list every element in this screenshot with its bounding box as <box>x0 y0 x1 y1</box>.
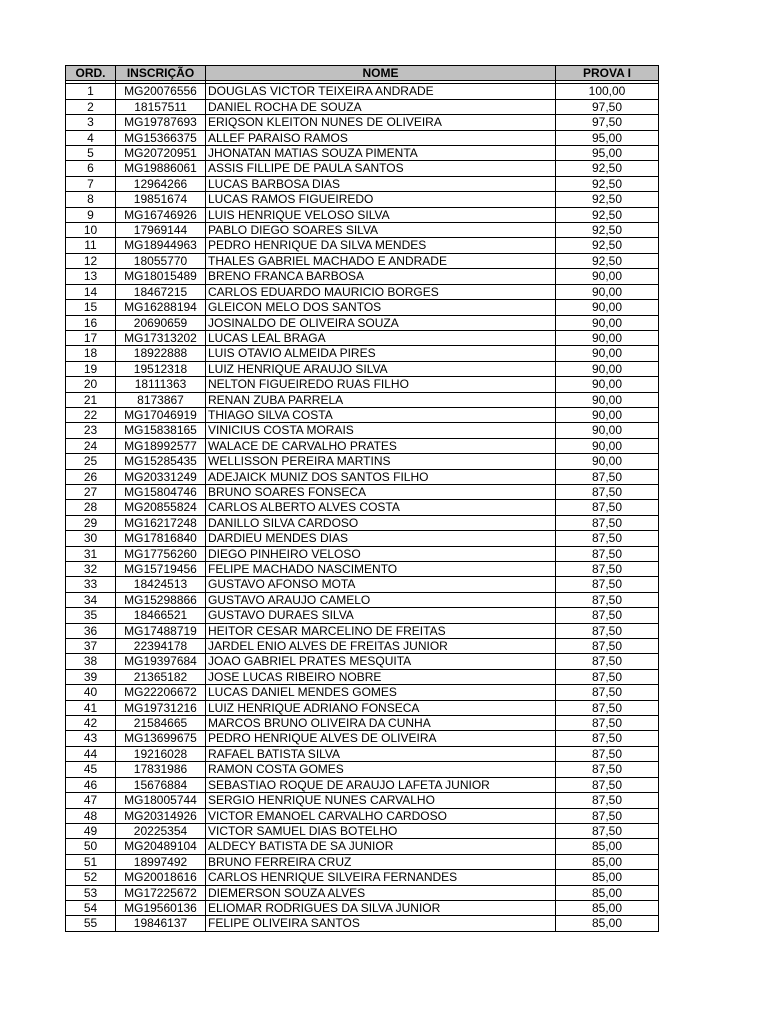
row-prova-cell: 90,00 <box>556 454 659 469</box>
table-row <box>66 284 659 299</box>
row-inscricao-cell: MG19397684 <box>116 654 206 669</box>
row-inscricao-cell: 18111363 <box>116 377 206 392</box>
table-row <box>66 161 659 176</box>
table-row <box>66 823 659 838</box>
table-row <box>66 808 659 823</box>
row-ord-cell: 37 <box>66 639 116 654</box>
row-ord-cell: 18 <box>66 346 116 361</box>
row-prova-cell: 87,50 <box>556 469 659 484</box>
row-nome-cell: SEBASTIAO ROQUE DE ARAUJO LAFETA JUNIOR <box>206 777 556 792</box>
table-row <box>66 885 659 900</box>
row-nome-cell: HEITOR CESAR MARCELINO DE FREITAS <box>206 623 556 638</box>
row-nome-cell: THALES GABRIEL MACHADO E ANDRADE <box>206 253 556 268</box>
table-row <box>66 531 659 546</box>
table-row <box>66 300 659 315</box>
row-prova-cell: 92,50 <box>556 161 659 176</box>
row-nome-cell: ELIOMAR RODRIGUES DA SILVA JUNIOR <box>206 900 556 915</box>
row-inscricao-cell: MG22206672 <box>116 685 206 700</box>
row-prova-cell: 92,50 <box>556 223 659 238</box>
row-nome-cell: MARCOS BRUNO OLIVEIRA DA CUNHA <box>206 716 556 731</box>
row-nome-cell: LUCAS BARBOSA DIAS <box>206 176 556 191</box>
row-prova-cell: 92,50 <box>556 176 659 191</box>
row-ord-cell: 51 <box>66 854 116 869</box>
row-prova-cell: 90,00 <box>556 346 659 361</box>
row-nome-cell: JARDEL ENIO ALVES DE FREITAS JUNIOR <box>206 639 556 654</box>
table-row <box>66 176 659 191</box>
row-ord-cell: 4 <box>66 130 116 145</box>
table-row <box>66 423 659 438</box>
row-prova-cell: 85,00 <box>556 885 659 900</box>
row-prova-cell: 90,00 <box>556 423 659 438</box>
table-row <box>66 223 659 238</box>
row-ord-cell: 2 <box>66 99 116 114</box>
row-ord-cell: 23 <box>66 423 116 438</box>
row-ord-cell: 3 <box>66 115 116 130</box>
row-nome-cell: ALLEF PARAISO RAMOS <box>206 130 556 145</box>
row-nome-cell: VICTOR SAMUEL DIAS BOTELHO <box>206 823 556 838</box>
row-nome-cell: CARLOS EDUARDO MAURICIO BORGES <box>206 284 556 299</box>
row-prova-cell: 87,50 <box>556 654 659 669</box>
row-ord-cell: 53 <box>66 885 116 900</box>
row-nome-cell: ADEJAICK MUNIZ DOS SANTOS FILHO <box>206 469 556 484</box>
row-ord-cell: 31 <box>66 546 116 561</box>
row-nome-cell: PEDRO HENRIQUE DA SILVA MENDES <box>206 238 556 253</box>
table-row <box>66 777 659 792</box>
table-row <box>66 562 659 577</box>
row-nome-cell: ERIQSON KLEITON NUNES DE OLIVEIRA <box>206 115 556 130</box>
row-inscricao-cell: MG20018616 <box>116 870 206 885</box>
row-prova-cell: 87,50 <box>556 608 659 623</box>
row-inscricao-cell: 20225354 <box>116 823 206 838</box>
row-ord-cell: 19 <box>66 361 116 376</box>
row-ord-cell: 55 <box>66 916 116 931</box>
row-prova-cell: 87,50 <box>556 639 659 654</box>
row-ord-cell: 5 <box>66 146 116 161</box>
table-row <box>66 854 659 869</box>
row-nome-cell: GUSTAVO AFONSO MOTA <box>206 577 556 592</box>
row-inscricao-cell: MG16746926 <box>116 207 206 222</box>
row-nome-cell: LUIS OTAVIO ALMEIDA PIRES <box>206 346 556 361</box>
table-row <box>66 793 659 808</box>
row-ord-cell: 46 <box>66 777 116 792</box>
row-inscricao-cell: MG18944963 <box>116 238 206 253</box>
row-ord-cell: 34 <box>66 592 116 607</box>
table-row <box>66 716 659 731</box>
table-row <box>66 330 659 345</box>
row-prova-cell: 87,50 <box>556 793 659 808</box>
row-prova-cell: 90,00 <box>556 315 659 330</box>
row-inscricao-cell: MG20076556 <box>116 84 206 99</box>
row-inscricao-cell: 21584665 <box>116 716 206 731</box>
row-ord-cell: 36 <box>66 623 116 638</box>
table-row <box>66 315 659 330</box>
row-ord-cell: 39 <box>66 669 116 684</box>
row-inscricao-cell: 19851674 <box>116 192 206 207</box>
row-inscricao-cell: MG18005744 <box>116 793 206 808</box>
row-inscricao-cell: MG19886061 <box>116 161 206 176</box>
row-nome-cell: GUSTAVO DURAES SILVA <box>206 608 556 623</box>
table-row <box>66 762 659 777</box>
row-nome-cell: PABLO DIEGO SOARES SILVA <box>206 223 556 238</box>
row-inscricao-cell: MG17756260 <box>116 546 206 561</box>
table-row <box>66 438 659 453</box>
row-nome-cell: RAMON COSTA GOMES <box>206 762 556 777</box>
row-inscricao-cell: 8173867 <box>116 392 206 407</box>
table-row <box>66 238 659 253</box>
row-prova-cell: 85,00 <box>556 839 659 854</box>
table-row <box>66 546 659 561</box>
row-nome-cell: WALACE DE CARVALHO PRATES <box>206 438 556 453</box>
row-inscricao-cell: 12964266 <box>116 176 206 191</box>
row-ord-cell: 41 <box>66 700 116 715</box>
row-ord-cell: 22 <box>66 407 116 422</box>
table-row <box>66 669 659 684</box>
row-nome-cell: VICTOR EMANOEL CARVALHO CARDOSO <box>206 808 556 823</box>
table-row <box>66 346 659 361</box>
row-ord-cell: 47 <box>66 793 116 808</box>
row-inscricao-cell: 18466521 <box>116 608 206 623</box>
row-inscricao-cell: MG19787693 <box>116 115 206 130</box>
row-nome-cell: FELIPE OLIVEIRA SANTOS <box>206 916 556 931</box>
row-prova-cell: 90,00 <box>556 361 659 376</box>
row-nome-cell: BRUNO FERREIRA CRUZ <box>206 854 556 869</box>
row-inscricao-cell: MG17046919 <box>116 407 206 422</box>
row-ord-cell: 12 <box>66 253 116 268</box>
row-prova-cell: 85,00 <box>556 916 659 931</box>
row-prova-cell: 92,50 <box>556 238 659 253</box>
row-ord-cell: 43 <box>66 731 116 746</box>
row-ord-cell: 32 <box>66 562 116 577</box>
row-prova-cell: 90,00 <box>556 438 659 453</box>
table-row <box>66 592 659 607</box>
row-inscricao-cell: MG18992577 <box>116 438 206 453</box>
row-inscricao-cell: MG18015489 <box>116 269 206 284</box>
row-nome-cell: JOSINALDO DE OLIVEIRA SOUZA <box>206 315 556 330</box>
row-inscricao-cell: 18157511 <box>116 99 206 114</box>
row-inscricao-cell: MG17313202 <box>116 330 206 345</box>
row-inscricao-cell: 18467215 <box>116 284 206 299</box>
row-inscricao-cell: 21365182 <box>116 669 206 684</box>
row-nome-cell: DANILLO SILVA CARDOSO <box>206 515 556 530</box>
row-prova-cell: 95,00 <box>556 130 659 145</box>
row-inscricao-cell: 18055770 <box>116 253 206 268</box>
row-ord-cell: 10 <box>66 223 116 238</box>
row-ord-cell: 30 <box>66 531 116 546</box>
header-nome: NOME <box>206 66 556 81</box>
row-ord-cell: 49 <box>66 823 116 838</box>
row-prova-cell: 87,50 <box>556 685 659 700</box>
row-prova-cell: 87,50 <box>556 562 659 577</box>
row-ord-cell: 16 <box>66 315 116 330</box>
row-prova-cell: 90,00 <box>556 300 659 315</box>
table-row <box>66 515 659 530</box>
row-prova-cell: 90,00 <box>556 377 659 392</box>
table-row <box>66 146 659 161</box>
table-row <box>66 731 659 746</box>
table-row <box>66 207 659 222</box>
header-inscricao: INSCRIÇÃO <box>116 66 206 81</box>
row-prova-cell: 92,50 <box>556 207 659 222</box>
row-nome-cell: LUCAS DANIEL MENDES GOMES <box>206 685 556 700</box>
row-inscricao-cell: 18922888 <box>116 346 206 361</box>
row-prova-cell: 100,00 <box>556 84 659 99</box>
row-ord-cell: 15 <box>66 300 116 315</box>
table-row <box>66 407 659 422</box>
row-nome-cell: JHONATAN MATIAS SOUZA PIMENTA <box>206 146 556 161</box>
row-inscricao-cell: 18424513 <box>116 577 206 592</box>
row-ord-cell: 25 <box>66 454 116 469</box>
row-ord-cell: 50 <box>66 839 116 854</box>
row-nome-cell: DOUGLAS VICTOR TEIXEIRA ANDRADE <box>206 84 556 99</box>
row-inscricao-cell: 15676884 <box>116 777 206 792</box>
row-prova-cell: 85,00 <box>556 870 659 885</box>
row-prova-cell: 85,00 <box>556 900 659 915</box>
table-row <box>66 253 659 268</box>
table-row <box>66 192 659 207</box>
row-prova-cell: 87,50 <box>556 762 659 777</box>
table-row <box>66 361 659 376</box>
table-row <box>66 99 659 114</box>
table-row <box>66 746 659 761</box>
row-ord-cell: 44 <box>66 746 116 761</box>
row-ord-cell: 48 <box>66 808 116 823</box>
row-prova-cell: 87,50 <box>556 700 659 715</box>
table-row <box>66 608 659 623</box>
row-inscricao-cell: MG15366375 <box>116 130 206 145</box>
row-nome-cell: THIAGO SILVA COSTA <box>206 407 556 422</box>
table-row <box>66 839 659 854</box>
row-ord-cell: 35 <box>66 608 116 623</box>
row-nome-cell: RENAN ZUBA PARRELA <box>206 392 556 407</box>
table-row <box>66 115 659 130</box>
row-prova-cell: 92,50 <box>556 192 659 207</box>
row-inscricao-cell: MG15804746 <box>116 484 206 499</box>
row-inscricao-cell: 19846137 <box>116 916 206 931</box>
table-row <box>66 469 659 484</box>
row-nome-cell: WELLISSON PEREIRA MARTINS <box>206 454 556 469</box>
row-inscricao-cell: 18997492 <box>116 854 206 869</box>
row-ord-cell: 9 <box>66 207 116 222</box>
row-ord-cell: 33 <box>66 577 116 592</box>
row-ord-cell: 6 <box>66 161 116 176</box>
row-inscricao-cell: MG16288194 <box>116 300 206 315</box>
row-nome-cell: DIEMERSON SOUZA ALVES <box>206 885 556 900</box>
table-row <box>66 84 659 99</box>
row-ord-cell: 8 <box>66 192 116 207</box>
row-ord-cell: 7 <box>66 176 116 191</box>
row-ord-cell: 42 <box>66 716 116 731</box>
row-nome-cell: PEDRO HENRIQUE ALVES DE OLIVEIRA <box>206 731 556 746</box>
row-nome-cell: RAFAEL BATISTA SILVA <box>206 746 556 761</box>
row-nome-cell: LUIZ HENRIQUE ARAUJO SILVA <box>206 361 556 376</box>
row-inscricao-cell: 19216028 <box>116 746 206 761</box>
table-row <box>66 392 659 407</box>
row-prova-cell: 87,50 <box>556 823 659 838</box>
row-inscricao-cell: 19512318 <box>116 361 206 376</box>
table-row <box>66 900 659 915</box>
row-nome-cell: BRUNO SOARES FONSECA <box>206 484 556 499</box>
row-nome-cell: JOAO GABRIEL PRATES MESQUITA <box>206 654 556 669</box>
row-inscricao-cell: MG20720951 <box>116 146 206 161</box>
row-inscricao-cell: MG17488719 <box>116 623 206 638</box>
row-prova-cell: 87,50 <box>556 515 659 530</box>
row-prova-cell: 87,50 <box>556 484 659 499</box>
table-row <box>66 916 659 931</box>
row-nome-cell: CARLOS HENRIQUE SILVEIRA FERNANDES <box>206 870 556 885</box>
row-prova-cell: 87,50 <box>556 592 659 607</box>
table-row <box>66 685 659 700</box>
row-inscricao-cell: 22394178 <box>116 639 206 654</box>
row-nome-cell: LUCAS RAMOS FIGUEIREDO <box>206 192 556 207</box>
row-nome-cell: BRENO FRANCA BARBOSA <box>206 269 556 284</box>
row-prova-cell: 87,50 <box>556 716 659 731</box>
row-inscricao-cell: MG15285435 <box>116 454 206 469</box>
row-inscricao-cell: 20690659 <box>116 315 206 330</box>
row-prova-cell: 87,50 <box>556 546 659 561</box>
row-inscricao-cell: MG19560136 <box>116 900 206 915</box>
row-nome-cell: DANIEL ROCHA DE SOUZA <box>206 99 556 114</box>
table-row <box>66 700 659 715</box>
table-row <box>66 639 659 654</box>
row-inscricao-cell: MG16217248 <box>116 515 206 530</box>
row-inscricao-cell: MG15838165 <box>116 423 206 438</box>
row-prova-cell: 87,50 <box>556 669 659 684</box>
row-ord-cell: 20 <box>66 377 116 392</box>
row-prova-cell: 87,50 <box>556 746 659 761</box>
row-inscricao-cell: MG20489104 <box>116 839 206 854</box>
row-ord-cell: 1 <box>66 84 116 99</box>
table-row <box>66 654 659 669</box>
header-ord: ORD. <box>66 66 116 81</box>
row-inscricao-cell: MG15298866 <box>116 592 206 607</box>
header-row <box>66 66 659 81</box>
row-prova-cell: 90,00 <box>556 284 659 299</box>
table-row <box>66 577 659 592</box>
row-prova-cell: 97,50 <box>556 115 659 130</box>
row-ord-cell: 17 <box>66 330 116 345</box>
row-ord-cell: 13 <box>66 269 116 284</box>
row-nome-cell: DIEGO PINHEIRO VELOSO <box>206 546 556 561</box>
row-prova-cell: 87,50 <box>556 500 659 515</box>
row-inscricao-cell: MG19731216 <box>116 700 206 715</box>
row-prova-cell: 87,50 <box>556 577 659 592</box>
row-nome-cell: GLEICON MELO DOS SANTOS <box>206 300 556 315</box>
row-ord-cell: 21 <box>66 392 116 407</box>
row-prova-cell: 90,00 <box>556 407 659 422</box>
table-row <box>66 377 659 392</box>
row-nome-cell: LUCAS LEAL BRAGA <box>206 330 556 345</box>
row-prova-cell: 90,00 <box>556 392 659 407</box>
row-prova-cell: 92,50 <box>556 253 659 268</box>
row-nome-cell: LUIS HENRIQUE VELOSO SILVA <box>206 207 556 222</box>
row-nome-cell: DARDIEU MENDES DIAS <box>206 531 556 546</box>
row-nome-cell: CARLOS ALBERTO ALVES COSTA <box>206 500 556 515</box>
table-body <box>66 81 659 931</box>
row-nome-cell: GUSTAVO ARAUJO CAMELO <box>206 592 556 607</box>
table-row <box>66 870 659 885</box>
table-header <box>66 66 659 81</box>
header-prova: PROVA I <box>556 66 659 81</box>
row-inscricao-cell: 17969144 <box>116 223 206 238</box>
row-nome-cell: JOSE LUCAS RIBEIRO NOBRE <box>206 669 556 684</box>
table-row <box>66 623 659 638</box>
table-row <box>66 130 659 145</box>
row-nome-cell: FELIPE MACHADO NASCIMENTO <box>206 562 556 577</box>
row-nome-cell: ASSIS FILLIPE DE PAULA SANTOS <box>206 161 556 176</box>
row-inscricao-cell: MG20331249 <box>116 469 206 484</box>
row-ord-cell: 54 <box>66 900 116 915</box>
row-ord-cell: 52 <box>66 870 116 885</box>
table-row <box>66 269 659 284</box>
row-ord-cell: 40 <box>66 685 116 700</box>
row-inscricao-cell: MG20855824 <box>116 500 206 515</box>
row-ord-cell: 28 <box>66 500 116 515</box>
row-prova-cell: 97,50 <box>556 99 659 114</box>
row-ord-cell: 38 <box>66 654 116 669</box>
results-table <box>65 65 659 932</box>
table-row <box>66 454 659 469</box>
row-inscricao-cell: 17831986 <box>116 762 206 777</box>
row-ord-cell: 11 <box>66 238 116 253</box>
row-ord-cell: 14 <box>66 284 116 299</box>
row-prova-cell: 95,00 <box>556 146 659 161</box>
row-ord-cell: 26 <box>66 469 116 484</box>
row-prova-cell: 87,50 <box>556 731 659 746</box>
row-prova-cell: 87,50 <box>556 623 659 638</box>
table-row <box>66 500 659 515</box>
row-inscricao-cell: MG17225672 <box>116 885 206 900</box>
row-prova-cell: 90,00 <box>556 330 659 345</box>
row-ord-cell: 27 <box>66 484 116 499</box>
row-prova-cell: 87,50 <box>556 531 659 546</box>
row-nome-cell: ALDECY BATISTA DE SA JUNIOR <box>206 839 556 854</box>
row-inscricao-cell: MG20314926 <box>116 808 206 823</box>
table-row <box>66 484 659 499</box>
row-nome-cell: SERGIO HENRIQUE NUNES CARVALHO <box>206 793 556 808</box>
row-inscricao-cell: MG17816840 <box>116 531 206 546</box>
row-prova-cell: 87,50 <box>556 777 659 792</box>
row-ord-cell: 29 <box>66 515 116 530</box>
row-inscricao-cell: MG13699675 <box>116 731 206 746</box>
row-prova-cell: 85,00 <box>556 854 659 869</box>
row-ord-cell: 45 <box>66 762 116 777</box>
row-prova-cell: 90,00 <box>556 269 659 284</box>
row-nome-cell: LUIZ HENRIQUE ADRIANO FONSECA <box>206 700 556 715</box>
row-ord-cell: 24 <box>66 438 116 453</box>
row-inscricao-cell: MG15719456 <box>116 562 206 577</box>
row-nome-cell: NELTON FIGUEIREDO RUAS FILHO <box>206 377 556 392</box>
row-prova-cell: 87,50 <box>556 808 659 823</box>
row-nome-cell: VINICIUS COSTA MORAIS <box>206 423 556 438</box>
